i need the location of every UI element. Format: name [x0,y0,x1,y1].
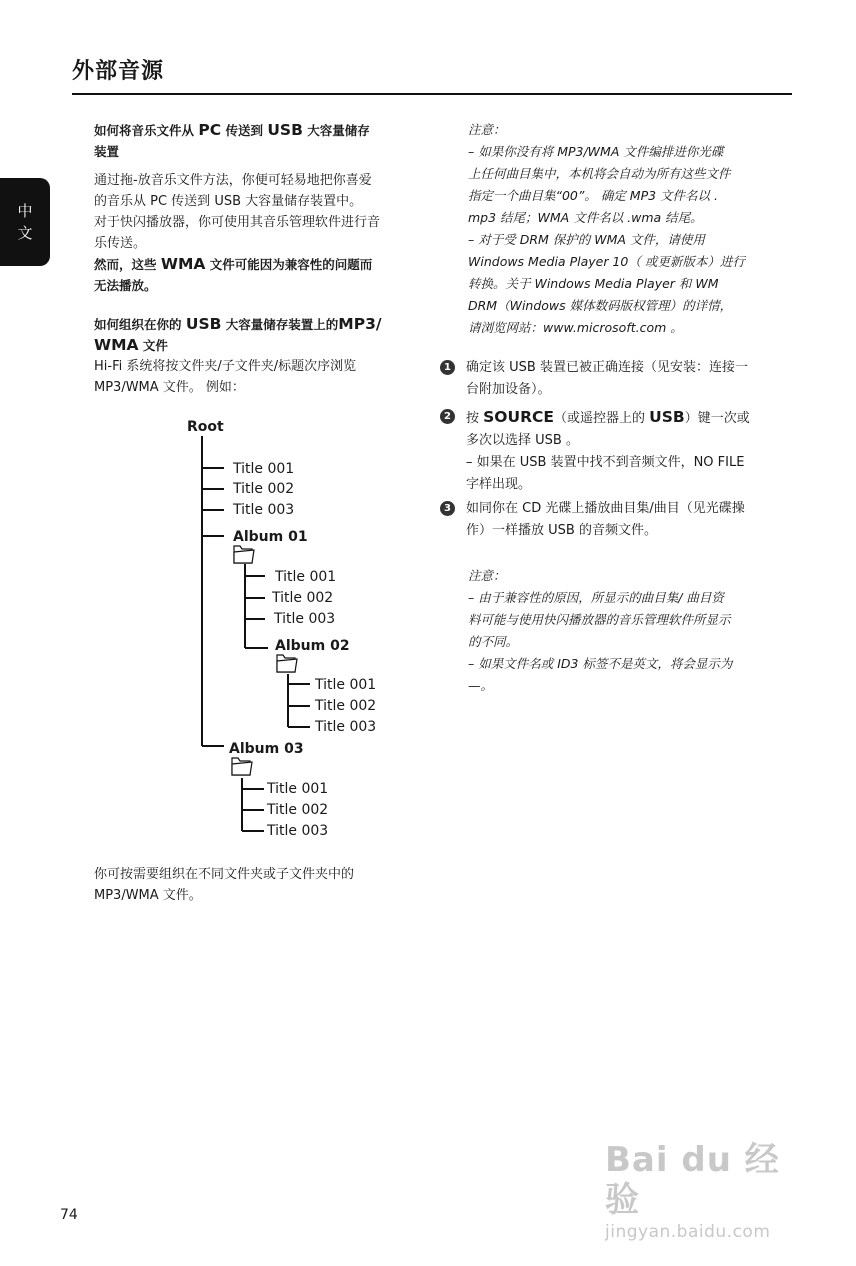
para-line: MP3/WMA 文件。 例如： [94,380,245,395]
section-2-heading [94,314,424,356]
note-line: – 如果你没有将 MP3/WMA 文件编排进你光碟 [468,144,724,159]
page-number: 74 [60,1207,78,1223]
section-1-warning [94,254,424,296]
note-line: – 如果文件名或 ID3 标签不是英文，将会显示为 [468,656,733,671]
heading-text: 大容量储存装置上的 [221,317,339,332]
note-line: 料可能与使用快闪播放器的音乐管理软件所显示 [468,612,731,627]
note-1 [468,119,798,339]
source-key-label: SOURCE [483,408,554,426]
note-line: Windows Media Player 10（ 或更新版本）进行 [468,254,745,269]
step-line: 作）一样播放 USB 的音频文件。 [466,523,657,538]
step-text: 按 [466,411,484,426]
step-line: 多次以选择 USB 。 [466,433,579,448]
step-3 [440,498,790,542]
note-line: 指定一个曲目集“00”。 确定 MP3 文件名以 . [468,188,719,203]
folder-icon [234,546,254,563]
note-2 [468,565,798,697]
tree-album-label: Album 01 [233,529,308,545]
tree-title: Title 001 [275,569,337,585]
step-text: ）键一次或 [684,411,750,426]
tree-title: Title 001 [315,677,377,693]
step-1 [440,357,790,401]
note-line: – 对于受 DRM 保护的 WMA 文件，请使用 [468,232,705,247]
heading-text: 如何组织在你的 [94,317,186,332]
step-number-badge: 1 [440,360,455,375]
usb-key-label: USB [649,408,685,426]
note-line: 转换。关于 Windows Media Player 和 WM [468,276,719,291]
lang-tab-char-2: 文 [17,224,33,242]
lang-tab-char-1: 中 [17,202,33,220]
left-column-section-1 [94,120,424,296]
para-line: 对于快闪播放器，你可使用其音乐管理软件进行音 [94,215,381,230]
note-line: 的不同。 [468,634,519,649]
step-line: 确定该 USB 装置已被正确连接（见安装：连接一 [466,360,748,375]
heading-text: 大容量储存 [302,123,370,138]
left-column-section-2 [94,314,424,398]
heading-text: 如何将音乐文件从 [94,123,199,138]
tree-title: Title 003 [274,611,336,627]
baidu-watermark [605,1140,810,1242]
tree-title: Title 001 [233,461,295,477]
tree-title: Title 002 [315,698,377,714]
step-line: 如同你在 CD 光碟上播放曲目集/曲目（见光碟操 [466,501,745,516]
note-label: 注意： [468,122,506,137]
section-1-heading [94,120,424,162]
step-line: 台附加设备）。 [466,382,551,397]
para-line: 的音乐从 PC 传送到 USB 大容量储存装置中。 [94,194,363,209]
section-2-para [94,356,424,398]
note-line: 请浏览网站：www.microsoft.com 。 [468,320,683,335]
note-line: 上任何曲目集中，本机将会自动为所有这些文件 [468,166,731,181]
heading-text: 装置 [94,144,120,159]
heading-text: 传送到 [221,123,268,138]
warning-wma: WMA [160,255,206,273]
step-number-badge: 3 [440,501,455,516]
folder-tree-diagram [180,416,420,846]
step-2 [440,406,790,496]
step-number-badge: 2 [440,409,455,424]
section-1-para-1 [94,170,424,212]
heading-usb: USB [185,315,222,333]
note-line: DRM（Windows 媒体数码版权管理）的详情， [468,298,733,313]
heading-usb: USB [267,121,303,139]
header-rule [72,93,792,95]
note-label: 注意： [468,568,506,583]
watermark-url: jingyan.baidu.com [605,1222,771,1242]
tree-title: Title 002 [233,481,295,497]
tree-title: Title 002 [272,590,334,606]
tree-title: Title 003 [267,823,329,839]
tree-title: Title 003 [233,502,295,518]
warning-text: 文件可能因为兼容性的问题而 [205,257,373,272]
step-line: – 如果在 USB 装置中找不到音频文件，NO FILE [466,455,745,470]
language-tab [0,178,50,266]
tree-title: Title 001 [267,781,329,797]
step-line: 字样出现。 [466,477,532,492]
para-line: MP3/WMA 文件。 [94,888,202,903]
heading-text: 文件 [138,338,168,353]
step-text: （或遥控器上的 [553,411,650,426]
watermark-logo: Bai du 经验 [605,1140,780,1220]
tree-album-label: Album 03 [229,741,304,757]
tree-title: Title 003 [315,719,377,735]
warning-text: 无法播放。 [94,278,157,293]
folder-icon [232,758,252,775]
page-title: 外部音源 [72,59,165,84]
tree-album-label: Album 02 [275,638,350,654]
heading-pc: PC [198,121,222,139]
warning-text: 然而，这些 [94,257,161,272]
para-line: 乐传送。 [94,236,147,251]
para-line: Hi-Fi 系统将按文件夹/子文件夹/标题次序浏览 [94,359,357,374]
tree-title: Title 002 [267,802,329,818]
note-line: – 由于兼容性的原因，所显示的曲目集/ 曲目资 [468,590,724,605]
section-1-para-2 [94,212,424,254]
para-line: 你可按需要组织在不同文件夹或子文件夹中的 [94,867,355,882]
left-footer-para [94,864,424,906]
heading-wma: WMA [94,336,139,354]
folder-icon [277,655,297,672]
tree-root-label: Root [187,419,224,435]
note-line: mp3 结尾；WMA 文件名以 .wma 结尾。 [468,210,703,225]
para-line: 通过拖-放音乐文件方法，你便可轻易地把你喜爱 [94,173,372,188]
heading-mp3: MP3/ [338,315,382,333]
note-line: —。 [468,678,494,693]
